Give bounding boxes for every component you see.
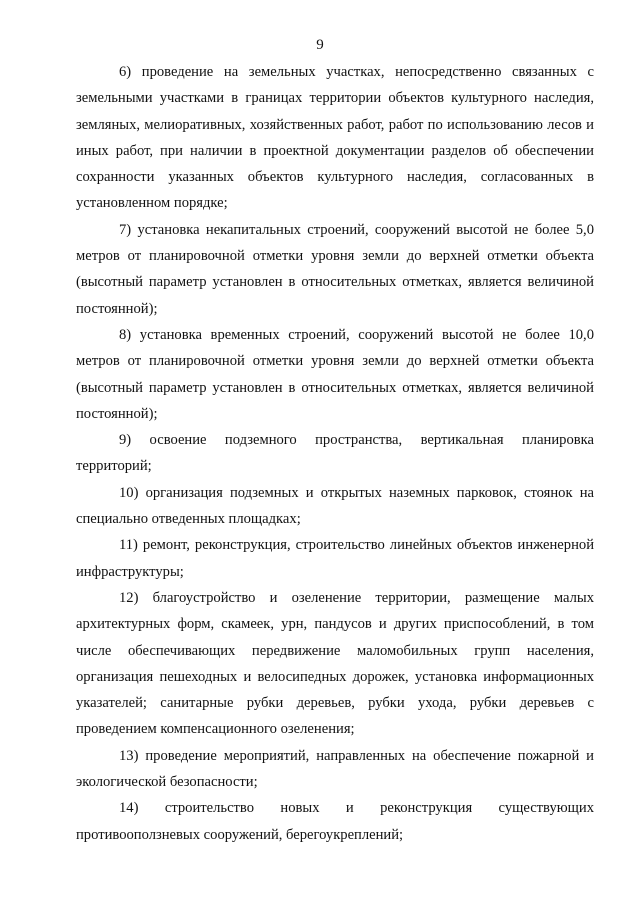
list-item-6: 6) проведение на земельных участках, непосредственно связанных с земельными участками в границах территории объектов культурного наследия, земляных, мелиоративных, хозяйственных работ, работ по использованию лесов и иных работ, при наличии в проектной документации разделов об обеспечении сохранности указанных объектов культурного наследия, согласованных в установленном порядке; xyxy=(76,64,594,212)
list-item-12: 12) благоустройство и озеленение территории, размещение малых архитектурных форм, скамеек, урн, пандусов и других приспособлений, в том числе обеспечивающих передвижение маломобильных групп населения, организация пешеходных и велосипедных дорожек, установка информационных указателей; санитарные рубки деревьев, рубки ухода, рубки деревьев с проведением компенсационного озеленения; xyxy=(76,589,594,738)
list-item-7: 7) установка некапитальных строений, сооружений высотой не более 5,0 метров от планировочной отметки уровня земли до верхней отметки объекта (высотный параметр установлен в относительных отметках, является величиной постоянной); xyxy=(76,221,594,317)
list-item-9: 9) освоение подземного пространства, вертикальная планировка территорий; xyxy=(76,432,594,475)
list-item-13: 13) проведение мероприятий, направленных на обеспечение пожарной и экологической безопасности; xyxy=(76,747,594,791)
list-item-14: 14) строительство новых и реконструкция существующих противооползневых сооружений, берегоукреплений; xyxy=(76,800,594,843)
page-number: 9 xyxy=(316,37,324,53)
list-item-8: 8) установка временных строений, сооружений высотой не более 10,0 метров от планировочной отметки уровня земли до верхней отметки объекта (высотный параметр установлен в относительных отметках, является величиной постоянной); xyxy=(76,326,594,422)
list-item-10: 10) организация подземных и открытых наземных парковок, стоянок на специально отведенных площадках; xyxy=(76,484,594,528)
list-item-11: 11) ремонт, реконструкция, строительство линейных объектов инженерной инфраструктуры; xyxy=(76,537,594,580)
document-body xyxy=(76,59,594,848)
